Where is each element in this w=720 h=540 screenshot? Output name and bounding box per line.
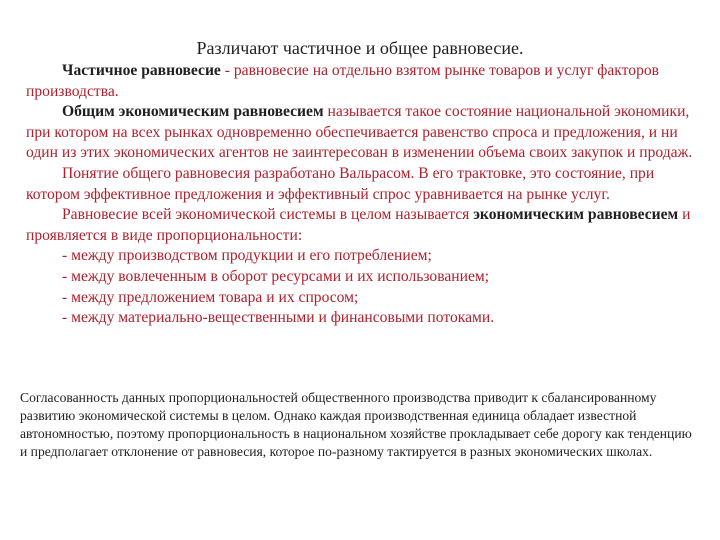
list-item: - между производством продукции и его потреблением; bbox=[62, 247, 432, 265]
paragraph-economic-equilibrium bbox=[26, 205, 701, 246]
list-item: - между вовлеченным в оборот ресурсами и их использованием; bbox=[62, 267, 490, 285]
main-text-block bbox=[26, 61, 701, 329]
list-item: - между предложением товара и их спросом; bbox=[62, 288, 359, 306]
list-item: - между материально-вещественными и финансовыми потоками. bbox=[62, 309, 495, 327]
term-general-equilibrium: Общим экономическим равновесием bbox=[62, 103, 324, 121]
economic-equilibrium-outro: и проявляется в виде пропорциональности: bbox=[26, 206, 691, 244]
definition-partial-equilibrium: - равновесие на отдельно взятом рынке товаров и услуг факторов производства. bbox=[26, 62, 660, 100]
conclusion-text: Согласованность данных пропорциональностей общественного производства приводит к сбалансированному развитию экономической системы в целом. Однако каждая производственная единица обладает известной автономностью, поэтому пропорциональность в национальном хозяйстве прокладывает себе дорогу как тенденцию и предполагает отклонение от равновесия, которое по-разному тактируется в разных экономических школах. bbox=[20, 390, 692, 459]
conclusion-block bbox=[20, 389, 702, 461]
paragraph-walras: Понятие общего равновесия разработано Вальрасом. В его трактовке, это состояние, при котором эффективное предложения и эффективный спрос уравнивается на рынке услуг. bbox=[26, 164, 655, 203]
term-partial-equilibrium: Частичное равновесие bbox=[62, 62, 221, 79]
paragraph-partial-equilibrium bbox=[26, 61, 701, 102]
paragraph-general-equilibrium bbox=[26, 102, 701, 164]
slide-title: Различают частичное и общее равновесие. bbox=[196, 38, 524, 58]
definition-general-equilibrium: называется такое состояние национальной экономики, при котором на всех рынках одновременно обеспечивается равенство спроса и предложения, и ни один из этих экономических агентов не заинтересован в изменении объема своих закупок и продаж. bbox=[26, 103, 693, 162]
economic-equilibrium-intro: Равновесие всей экономической системы в целом называется bbox=[62, 206, 474, 224]
term-economic-equilibrium: экономическим равновесием bbox=[473, 206, 679, 224]
